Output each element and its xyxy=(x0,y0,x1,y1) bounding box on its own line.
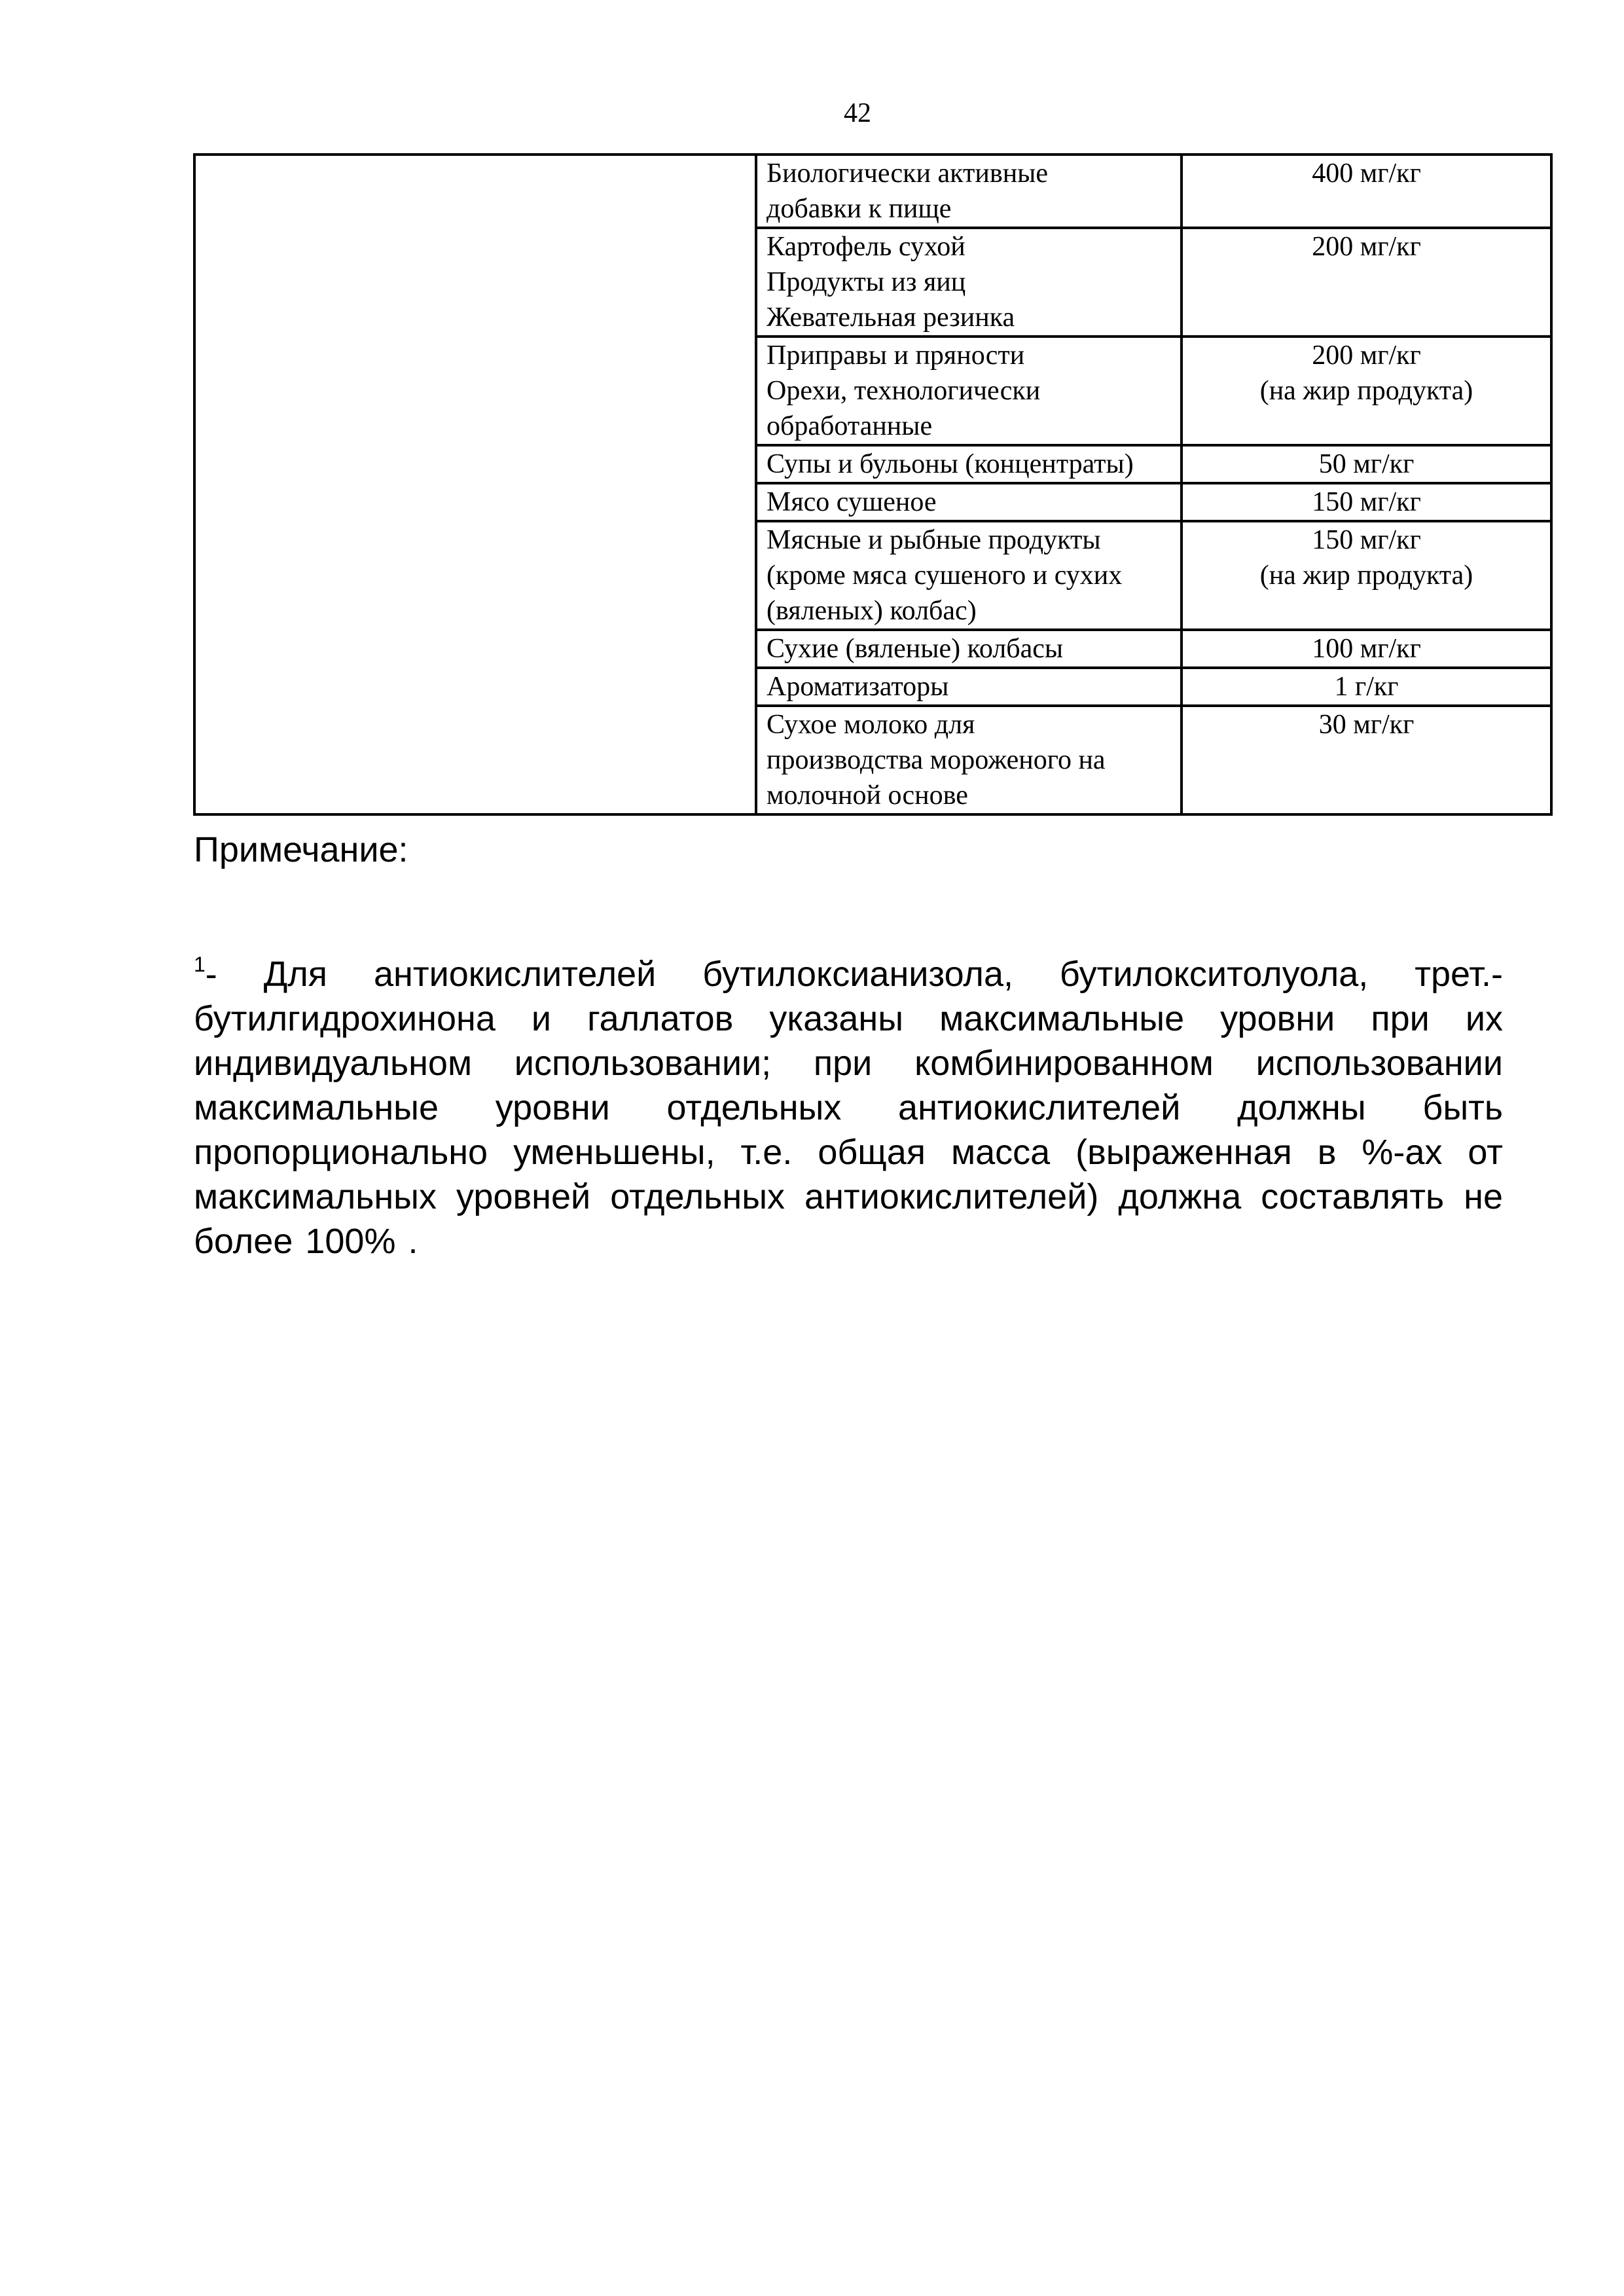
empty-first-column-cell xyxy=(194,155,756,814)
max-level-cell: 150 мг/кг xyxy=(1182,483,1551,521)
product-cell: Сухие (вяленые) колбасы xyxy=(756,630,1182,668)
max-level-cell: 200 мг/кг (на жир продукта) xyxy=(1182,337,1551,445)
max-level-cell: 30 мг/кг xyxy=(1182,706,1551,814)
max-level-cell: 150 мг/кг (на жир продукта) xyxy=(1182,521,1551,630)
product-cell: Биологически активные добавки к пище xyxy=(756,155,1182,228)
product-cell: Супы и бульоны (концентраты) xyxy=(756,445,1182,483)
product-cell: Приправы и пряности Орехи, технологически обработанные xyxy=(756,337,1182,445)
additives-table xyxy=(193,153,1553,816)
product-cell: Мясо сушеное xyxy=(756,483,1182,521)
max-level-cell: 1 г/кг xyxy=(1182,668,1551,706)
max-level-cell: 50 мг/кг xyxy=(1182,445,1551,483)
note-text: - Для антиокислителей бутилоксианизола, бутилокситолуола, трет.-бутилгидрохинона и галлатов указаны максимальные уровни при их индивидуальном использовании; при комбинированном использовании максимальные уровни отдельных антиокислителей должны быть пропорционально уменьшены, т.е. общая масса (выраженная в %-ах от максимальных уровней отдельных антиокислителей) должна составлять не более 100% . xyxy=(194,955,1503,1261)
note-heading: Примечание: xyxy=(194,830,408,869)
footnote-marker: 1 xyxy=(194,953,206,976)
note-paragraph xyxy=(194,952,1503,1264)
product-cell: Ароматизаторы xyxy=(756,668,1182,706)
product-cell: Мясные и рыбные продукты (кроме мяса сушеного и сухих (вяленых) колбас) xyxy=(756,521,1182,630)
product-cell: Картофель сухой Продукты из яиц Жевательная резинка xyxy=(756,228,1182,337)
max-level-cell: 400 мг/кг xyxy=(1182,155,1551,228)
page-number: 42 xyxy=(844,98,871,128)
product-cell: Сухое молоко для производства мороженого на молочной основе xyxy=(756,706,1182,814)
table-row xyxy=(194,155,1551,228)
max-level-cell: 100 мг/кг xyxy=(1182,630,1551,668)
max-level-cell: 200 мг/кг xyxy=(1182,228,1551,337)
